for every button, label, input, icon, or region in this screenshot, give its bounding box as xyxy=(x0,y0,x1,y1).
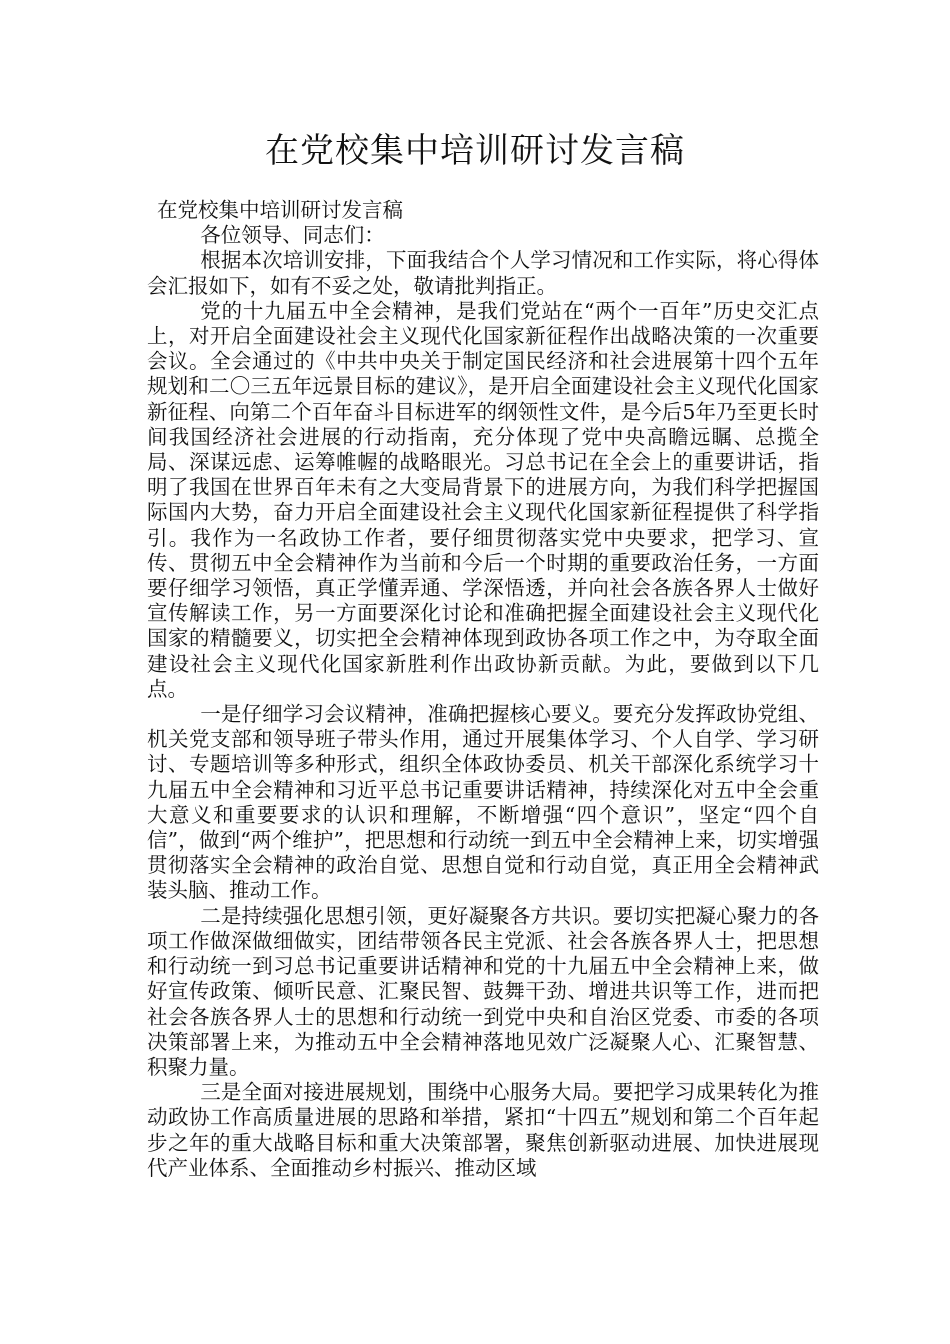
paragraph-intro: 根据本次培训安排，下面我结合个人学习情况和工作实际，将心得体会汇报如下，如有不妥之处，敬请批判指正。 xyxy=(147,248,819,298)
document-body xyxy=(147,198,819,1181)
paragraph-point-two: 二是持续强化思想引领，更好凝聚各方共识。要切实把凝心聚力的各项工作做深做细做实，团结带领各民主党派、社会各族各界人士，把思想和行动统一到习总书记重要讲话精神和党的十九届五中全会精神上来，做好宣传政策、倾听民意、汇聚民智、鼓舞干劲、增进共识等工作，进而把社会各族各界人士的思想和行动统一到党中央和自治区党委、市委的各项决策部署上来，为推动五中全会精神落地见效广泛凝聚人心、汇聚智慧、积聚力量。 xyxy=(147,903,819,1079)
salutation: 各位领导、同志们： xyxy=(200,223,385,248)
paragraph-plenum: 党的十九届五中全会精神，是我们党站在“两个一百年”历史交汇点上，对开启全面建设社会主义现代化国家新征程作出战略决策的一次重要会议。全会通过的《中共中央关于制定国民经济和社会进展第十四个五年规划和二〇三五年远景目标的建议》，是开启全面建设社会主义现代化国家新征程、向第二个百年奋斗目标进军的纲领性文件，是今后5年乃至更长时间我国经济社会进展的行动指南，充分体现了党中央高瞻远瞩、总揽全局、深谋远虑、运筹帷幄的战略眼光。习总书记在全会上的重要讲话，指明了我国在世界百年未有之大变局背景下的进展方向，为我们科学把握国际国内大势，奋力开启全面建设社会主义现代化国家新征程提供了科学指引。我作为一名政协工作者，要仔细贯彻落实党中央要求，把学习、宣传、贯彻五中全会精神作为当前和今后一个时期的重要政治任务，一方面要仔细学习领悟，真正学懂弄通、学深悟透，并向社会各族各界人士做好宣传解读工作，另一方面要深化讨论和准确把握全面建设社会主义现代化国家的精髓要义，切实把全会精神体现到政协各项工作之中，为夺取全面建设社会主义现代化国家新胜利作出政协新贡献。为此，要做到以下几点。 xyxy=(147,298,819,701)
paragraph-point-one: 一是仔细学习会议精神，准确把握核心要义。要充分发挥政协党组、机关党支部和领导班子带头作用，通过开展集体学习、个人自学、学习研讨、专题培训等多种形式，组织全体政协委员、机关干部深化系统学习十九届五中全会精神和习近平总书记重要讲话精神，持续深化对五中全会重大意义和重要要求的认识和理解，不断增强“四个意识”，坚定“四个自信”，做到“两个维护”，把思想和行动统一到五中全会精神上来，切实增强贯彻落实全会精神的政治自觉、思想自觉和行动自觉，真正用全会精神武装头脑、推动工作。 xyxy=(147,702,819,903)
document-subtitle: 在党校集中培训研讨发言稿 xyxy=(157,198,403,222)
paragraph-point-three: 三是全面对接进展规划，围绕中心服务大局。要把学习成果转化为推动政协工作高质量进展的思路和举措，紧扣“十四五”规划和第二个百年起步之年的重大战略目标和重大决策部署，聚焦创新驱动进展、加快进展现代产业体系、全面推动乡村振兴、推动区域 xyxy=(147,1080,819,1180)
document-title: 在党校集中培训研讨发言稿 xyxy=(265,131,685,171)
